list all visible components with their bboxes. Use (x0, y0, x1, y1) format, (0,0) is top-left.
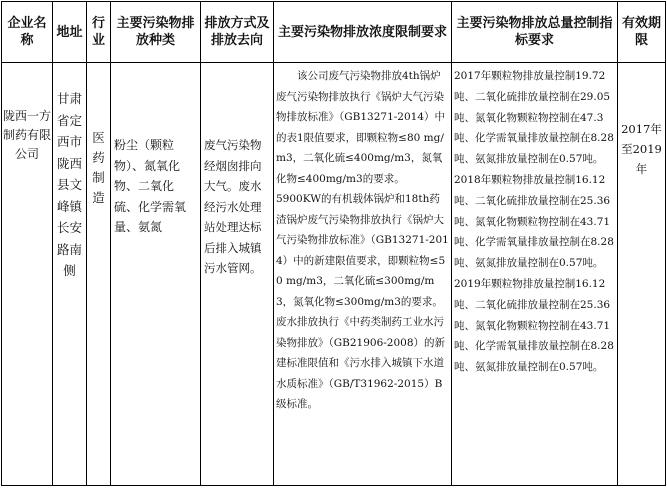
cell-industry (87, 63, 111, 486)
header-industry: 行业 (87, 2, 111, 63)
cell-address (53, 63, 87, 486)
pollutants-value: 粉尘（颗粒物）、氮氧化物、二氧化硫、化学需氧量、氨氮 (114, 138, 187, 234)
quota-2017: 2017年颗粒物排放量控制19.72吨、二氧化硫排放量控制在29.05吨、氮氧化物颗粒物控制在47.3吨、化学需氧量排放量控制在8.28吨、氨氮排放量控制在0.57吨。 (454, 70, 614, 166)
cell-limits (274, 63, 452, 486)
cell-quota (452, 63, 618, 486)
header-quota: 主要污染物排放总量控制指标要求 (452, 2, 618, 63)
limits-paragraph-1: 该公司废气污染物排放4th锅炉废气污染物排放执行《锅炉大气污染物排放标准》（GB13271-2014）中的表1限值要求，即颗粒物≤80 mg/m3，二氧化硫≤400mg/m3，氮氧化物≤400mg/m3的要求。 (276, 70, 446, 185)
validity-value: 2017年至2019年 (621, 122, 662, 176)
cell-pollutants (111, 63, 201, 486)
cell-validity (618, 63, 666, 486)
header-company: 企业名称 (2, 2, 53, 63)
company-address: 甘肃省定西市陇西县文峰镇长安路南侧 (56, 91, 82, 278)
header-limits: 主要污染物排放浓度限制要求 (274, 2, 452, 63)
cell-company (2, 63, 53, 486)
header-address: 地址 (53, 2, 87, 63)
discharge-value: 废气污染物经烟囱排向大气。废水经污水处理站处理达标后排入城镇污水管网。 (204, 138, 262, 275)
limits-paragraph-2: 5900KW的有机载体锅炉和18th药渣锅炉废气污染物排放执行《锅炉大气污染物排放标准》（GB13271-2014）中的新建限值要求，即颗粒物≤50 mg/m3，二氧化硫≤300mg/m3，氮氧化物≤300mg/m3的要求。 (276, 193, 449, 308)
limits-paragraph-3: 废水排放执行《中药类制药工业水污染物排放》（GB21906-2008）的新建标准限值和《污水排入城镇下水道水质标准》（GB/T31962-2015）B级标准。 (276, 316, 446, 410)
quota-2018: 2018年颗粒物排放量控制16.12吨、二氧化硫排放量控制在25.36吨、氮氧化物颗粒物控制在43.71吨、化学需氧量排放量控制在8.28吨、氨氮排放量控制在0.57吨。 (454, 173, 614, 270)
pollution-permit-table (1, 1, 666, 486)
industry-value: 医药制造 (92, 130, 105, 205)
header-validity: 有效期限 (618, 2, 666, 63)
quota-2019: 2019年颗粒物排放量控制16.12吨、二氧化硫排放量控制在25.36吨、氮氧化物颗粒物控制在43.71吨、化学需氧量排放量控制在8.28吨、氨氮排放量控制在0.57吨。 (454, 277, 614, 374)
table-row (2, 63, 666, 486)
cell-discharge (201, 63, 274, 486)
header-pollutants: 主要污染物排放种类 (111, 2, 201, 63)
header-discharge: 排放方式及排放去向 (201, 2, 274, 63)
company-name: 陇西一方制药有限公司 (3, 109, 52, 161)
header-row (2, 2, 666, 63)
